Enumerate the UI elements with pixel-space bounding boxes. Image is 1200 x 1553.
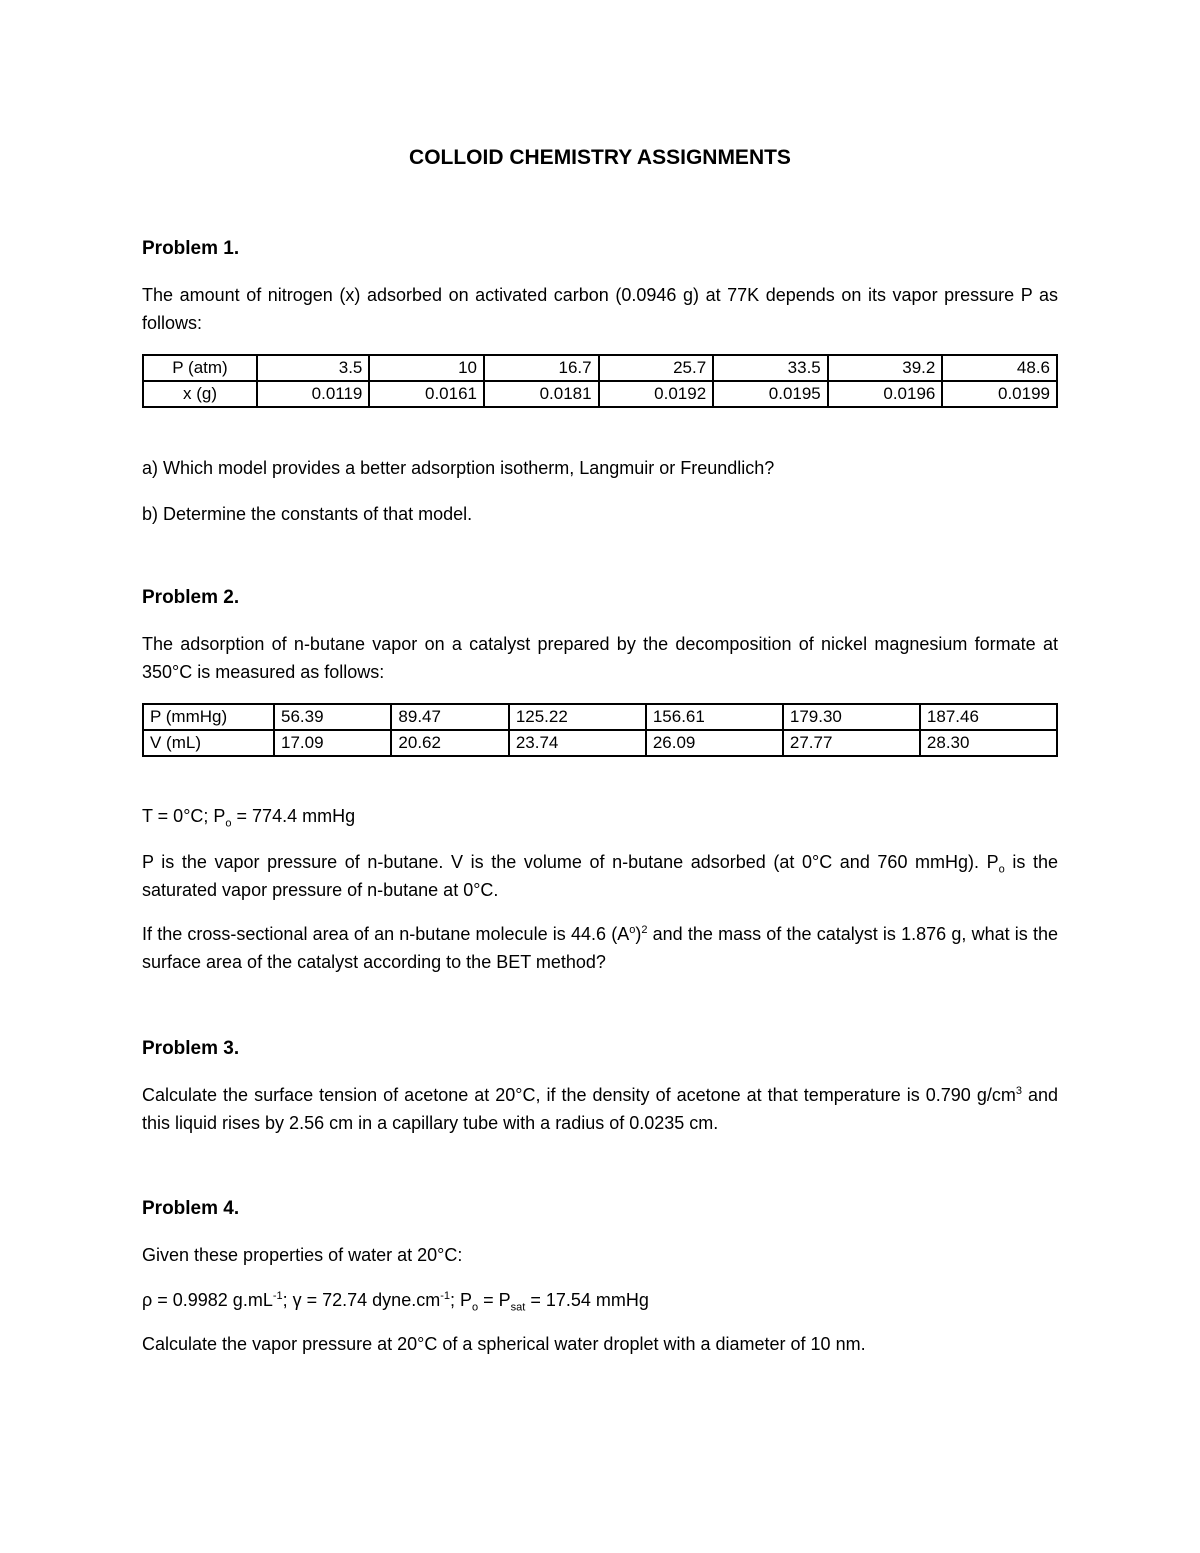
problem-4-given: Given these properties of water at 20°C: xyxy=(142,1245,463,1265)
table-cell: 25.7 xyxy=(599,355,714,381)
problem-1-question-b: b) Determine the constants of that model. xyxy=(142,504,473,524)
table-cell: 0.0196 xyxy=(828,381,943,407)
problem-2-conditions: T = 0°C; $P_o = 774.4$ mmHg xyxy=(142,806,356,830)
problem-1-question-a: a) Which model provides a better adsorption isotherm, Langmuir or Freundlich? xyxy=(142,458,775,478)
problem-4-question: Calculate the vapor pressure at 20°C of a spherical water droplet with a diameter of 10 nm. xyxy=(142,1334,866,1354)
table-cell: 187.46 xyxy=(920,704,1057,730)
table-row xyxy=(143,730,1057,756)
problem-1-intro: The amount of nitrogen (x) adsorbed on activated carbon (0.0946 g) at 77K depends on its vapor pressure P as follows: xyxy=(142,285,1058,333)
table-cell: 0.0199 xyxy=(942,381,1057,407)
table-cell: 17.09 xyxy=(274,730,391,756)
table-cell: 3.5 xyxy=(257,355,369,381)
problem-4-properties: ρ = 0.9982 $g.mL^{-1}$; γ = 72.74 $dyne.cm^{-1}$; $P_o = P_{sat} = 17.54$ mmHg xyxy=(142,1290,649,1314)
table-cell: 156.61 xyxy=(646,704,783,730)
table-cell: 20.62 xyxy=(391,730,508,756)
problem-1-heading: Problem 1. xyxy=(142,238,240,259)
table-row xyxy=(143,381,1057,407)
table-cell: 179.30 xyxy=(783,704,920,730)
table-cell: 0.0161 xyxy=(369,381,484,407)
row-label: x (g) xyxy=(143,381,257,407)
nitrogen-adsorption-table xyxy=(142,354,1058,408)
table-cell: 39.2 xyxy=(828,355,943,381)
table-cell: 27.77 xyxy=(783,730,920,756)
document-title: COLLOID CHEMISTRY ASSIGNMENTS xyxy=(409,146,791,169)
table-cell: 0.0181 xyxy=(484,381,599,407)
problem-2-heading: Problem 2. xyxy=(142,587,240,608)
problem-3-heading: Problem 3. xyxy=(142,1038,240,1059)
table-cell: 89.47 xyxy=(391,704,508,730)
row-label: P (mmHg) xyxy=(143,704,274,730)
table-cell: 23.74 xyxy=(509,730,646,756)
butane-adsorption-table xyxy=(142,703,1058,757)
table-cell: 56.39 xyxy=(274,704,391,730)
table-cell: 28.30 xyxy=(920,730,1057,756)
table-cell: 0.0192 xyxy=(599,381,714,407)
problem-2-question: If the cross-sectional area of an n-butane molecule is 44.6 $(A^o)^2$ and the mass of the catalyst is 1.876 g, what is the surface area of the catalyst according to the BET method? xyxy=(142,924,1058,972)
table-row xyxy=(143,704,1057,730)
table-cell: 125.22 xyxy=(509,704,646,730)
table-cell: 26.09 xyxy=(646,730,783,756)
problem-4-heading: Problem 4. xyxy=(142,1198,240,1219)
table-cell: 33.5 xyxy=(713,355,828,381)
table-cell: 48.6 xyxy=(942,355,1057,381)
problem-2-intro: The adsorption of n-butane vapor on a catalyst prepared by the decomposition of nickel magnesium formate at 350°C is measured as follows: xyxy=(142,634,1058,682)
table-row xyxy=(143,355,1057,381)
table-cell: 10 xyxy=(369,355,484,381)
table-cell: 0.0119 xyxy=(257,381,369,407)
table-cell: 0.0195 xyxy=(713,381,828,407)
table-cell: 16.7 xyxy=(484,355,599,381)
problem-2-definitions: P is the vapor pressure of n-butane. V is the volume of n-butane adsorbed (at 0°C and 760 mmHg). $P_o$ is the saturated vapor pressure of n-butane at 0°C. xyxy=(142,852,1058,900)
row-label: V (mL) xyxy=(143,730,274,756)
problem-3-text: Calculate the surface tension of acetone at 20°C, if the density of acetone at that temperature is 0.790 $g/cm^3$ and this liquid rises by 2.56 cm in a capillary tube with a radius of 0.0235 cm. xyxy=(142,1085,1058,1133)
row-label: P (atm) xyxy=(143,355,257,381)
